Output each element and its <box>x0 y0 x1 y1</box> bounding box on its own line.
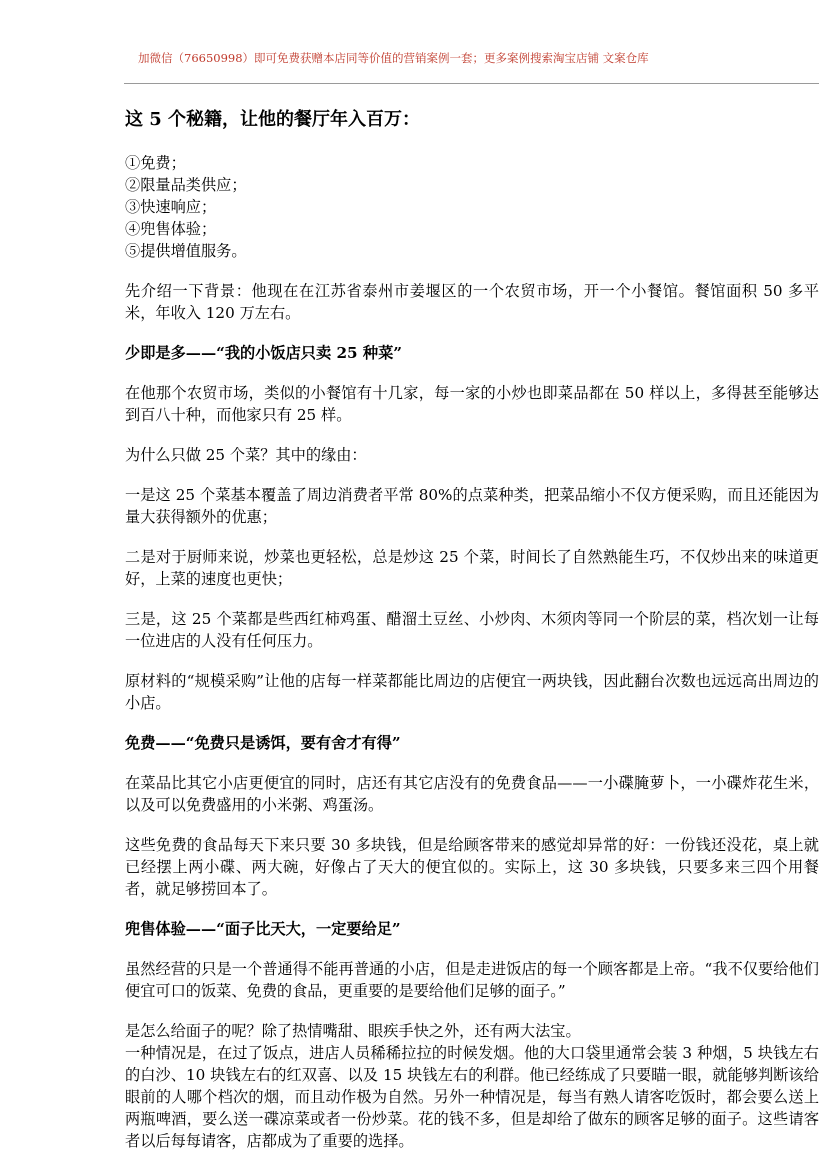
paragraph: 为什么只做 25 个菜？其中的缘由： <box>125 446 367 464</box>
header-divider <box>124 83 819 84</box>
paragraph: 是怎么给面子的呢？除了热情嘴甜、眼疾手快之外，还有两大法宝。 <box>125 1022 581 1040</box>
paragraph: 三是，这 25 个菜都是些西红柿鸡蛋、醋溜土豆丝、小炒肉、木须肉等同一个阶层的菜，档次划一让每一位进店的人没有任何压力。 <box>125 610 819 650</box>
paragraph: 原材料的“规模采购”让他的店每一样菜都能比周边的店便宜一两块钱，因此翻台次数也远远高出周边的小店。 <box>125 672 819 712</box>
paragraph: 在菜品比其它小店更便宜的同时，店还有其它店没有的免费食品——一小碟腌萝卜，一小碟炸花生米，以及可以免费盛用的小米粥、鸡蛋汤。 <box>125 774 819 814</box>
promo-banner: 加微信（76650998）即可免费获赠本店同等价值的营销案例一套；更多案例搜索淘宝店铺 文案仓库 <box>138 51 649 65</box>
intro-paragraph: 先介绍一下背景：他现在在江苏省泰州市姜堰区的一个农贸市场，开一个小餐馆。餐馆面积 50 多平米，年收入 120 万左右。 <box>125 282 819 322</box>
list-item: ①免费； <box>125 154 186 172</box>
paragraph: 一种情况是，在过了饭点，进店人员稀稀拉拉的时候发烟。他的大口袋里通常会装 3 种烟，5 块钱左右的白沙、10 块钱左右的红双喜、以及 15 块钱左右的利群。他已经练成了只要瞄一眼，就能够判断该给眼前的人哪个档次的烟，而且动作极为自然。另外一种情况是，每当有熟人请客吃饭时，都会要么送上两瓶啤酒，要么送一碟凉菜或者一份炒菜。花的钱不多，但是却给了做东的顾客足够的面子。这些请客者以后每每请客，店都成为了重要的选择。 <box>125 1044 819 1150</box>
paragraph: 虽然经营的只是一个普通得不能再普通的小店，但是走进饭店的每一个顾客都是上帝。“我不仅要给他们便宜可口的饭菜、免费的食品，更重要的是要给他们足够的面子。” <box>125 960 819 1000</box>
article-body <box>125 108 819 1152</box>
paragraph: 在他那个农贸市场，类似的小餐馆有十几家，每一家的小炒也即菜品都在 50 样以上，多得甚至能够达到百八十种，而他家只有 25 样。 <box>125 384 819 424</box>
list-item: ③快速响应； <box>125 198 217 216</box>
list-item: ④兜售体验； <box>125 220 217 238</box>
paragraph: 二是对于厨师来说，炒菜也更轻松，总是炒这 25 个菜，时间长了自然熟能生巧，不仅炒出来的味道更好，上菜的速度也更快； <box>125 548 819 588</box>
list-item: ②限量品类供应； <box>125 176 247 194</box>
article-title: 这 5 个秘籍，让他的餐厅年入百万： <box>125 109 421 130</box>
secret-list <box>125 152 819 262</box>
section-heading: 免费——“免费只是诱饵，要有舍才有得” <box>125 734 401 752</box>
paragraph: 这些免费的食品每天下来只要 30 多块钱，但是给顾客带来的感觉却异常的好：一份钱还没花，桌上就已经摆上两小碟、两大碗，好像占了天大的便宜似的。实际上，这 30 多块钱，只要多来三四个用餐者，就足够捞回本了。 <box>125 836 819 898</box>
section-heading: 兜售体验——“面子比天大，一定要给足” <box>125 920 401 938</box>
section-heading: 少即是多——“我的小饭店只卖 25 种菜” <box>125 344 402 362</box>
list-item: ⑤提供增值服务。 <box>125 242 247 260</box>
paragraph: 一是这 25 个菜基本覆盖了周边消费者平常 80%的点菜种类，把菜品缩小不仅方便采购，而且还能因为量大获得额外的优惠； <box>125 486 819 526</box>
